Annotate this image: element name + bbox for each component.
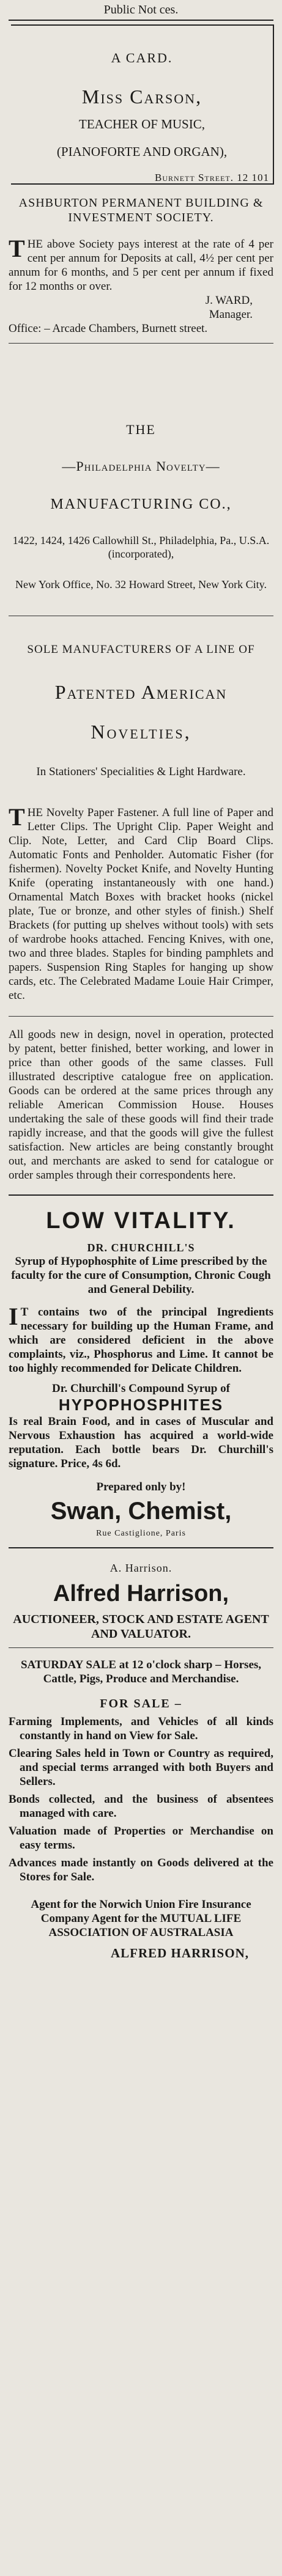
teacher-profession: TEACHER OF MUSIC, bbox=[79, 117, 205, 131]
insurance-agent: Agent for the Norwich Union Fire Insurance Company Agent for the MUTUAL LIFE ASSOCIATION OF AUSTRALASIA bbox=[31, 1898, 251, 1939]
goods-description: All goods new in design, novel in operation, protected by patent, better finished, better working, and lower in price than other goods of the same classes. Full illustrated descriptive catalogue free on application. Goods can be ordered at the same prices through any reliable American Commission House. Houses undertaking the sale of these goods will find their trade rapidly increase, and that the goods will give the fullest satisfaction. New articles are being constantly brought out, and merchants are asked to send for catalogue or order samples through their correspondents here. bbox=[9, 1028, 273, 1182]
divider bbox=[9, 343, 273, 344]
harrison-heading: A. Harrison. bbox=[109, 1562, 173, 1574]
card-heading: A CARD. bbox=[111, 50, 173, 65]
products-list: THE Novelty Paper Fastener. A full line of Paper and Letter Clips. The Upright Clip. Paper Weight and Clip. Note, Letter, and Card Clip Board Clips. Automatic Fonts and Penholder. Automatic Fisher (for fishermen). Novelty Pocket Knife, and Novelty Hunting Knife (operating instantaneously with one hand.) Ornamental Match Boxes with bracket hooks (nickel plate, Tue or bronze, and other styles of finish.) Shelf Brackets (for putting up shelves without tools) with sets of wardrobe hooks attached. Fencing Knives, with one, two and three blades. Staples for binding pamphlets and papers. Suspension Ring Staples for hanging up show cards, etc. The Celebrated Madame Louie Hair Crimper, etc. bbox=[9, 803, 273, 1002]
music-teacher-card bbox=[11, 24, 274, 185]
chemist-address: Rue Castiglione, Paris bbox=[96, 1529, 186, 1538]
list-item: Farming Implements, and Vehicles of all kinds constantly in hand on View for Sale. bbox=[9, 1715, 273, 1742]
list-item: Advances made instantly on Goods delivered at the Stores for Sale. bbox=[9, 1857, 273, 1883]
society-role: Manager. bbox=[209, 308, 253, 321]
list-item: Clearing Sales held in Town or Country as required, and special terms arranged with both Buyers and Sellers. bbox=[9, 1747, 273, 1788]
low-vitality-headline: LOW VITALITY. bbox=[46, 1208, 236, 1234]
society-body: THE above Society pays interest at the rate of 4 per cent per annum for Deposits at call, 4½ per cent per annum for 6 months, and 5 per cent per annum if fixed for 12 months or over. bbox=[9, 235, 273, 293]
divider bbox=[9, 1016, 273, 1017]
divider bbox=[9, 1547, 273, 1548]
patented-american: Patented American bbox=[54, 681, 228, 703]
low-vitality-ad bbox=[9, 1208, 273, 1539]
brain-food-body: Is real Brain Food, and in cases of Muscular and Nervous Exhaustion has acquired a world-wide reputation. Each bottle bears Dr. Churchill's signature. Price, 4s 6d. bbox=[9, 1415, 273, 1470]
teacher-name: Miss Carson, bbox=[81, 86, 202, 108]
company-type: MANUFACTURING CO., bbox=[50, 496, 232, 512]
chemist-name: Swan, Chemist, bbox=[50, 1498, 232, 1525]
syrup-body: IT contains two of the principal Ingredients necessary for building up the Human Frame, and which are considered deficient in the above complaints, viz., Phosphorus and Lime. It cannot be too highly recommended for Delicate Children. bbox=[9, 1303, 273, 1375]
teacher-address: Burnett Street. 12 101 bbox=[155, 172, 269, 183]
society-signature: J. WARD, bbox=[205, 294, 253, 307]
company-name: —Philadelphia Novelty— bbox=[62, 458, 220, 474]
sole-manufacturers: SOLE MANUFACTURERS OF A LINE OF bbox=[27, 643, 255, 656]
list-item: Valuation made of Properties or Merchandise on easy terms. bbox=[9, 1825, 273, 1852]
new-york-office: New York Office, No. 32 Howard Street, New York City. bbox=[15, 578, 267, 591]
society-title: ASHBURTON PERMANENT BUILDING & INVESTMENT SOCIETY. bbox=[18, 196, 264, 224]
harrison-name: Alfred Harrison, bbox=[53, 1581, 229, 1606]
divider bbox=[9, 1647, 273, 1648]
stationers-line: In Stationers' Specialities & Light Hardware. bbox=[36, 765, 246, 778]
hypophosphites-heading: HYPOPHOSPHITES bbox=[58, 1396, 224, 1414]
novelties-heading: Novelties, bbox=[91, 721, 191, 743]
harrison-signature: ALFRED HARRISON, bbox=[110, 1946, 249, 1960]
teacher-instruments: (PIANOFORTE AND ORGAN), bbox=[56, 144, 228, 159]
harrison-title: AUCTIONEER, STOCK AND ESTATE AGENT AND VALUATOR. bbox=[13, 1613, 269, 1641]
prepared-by: Prepared only by! bbox=[96, 1481, 186, 1493]
compound-syrup: Dr. Churchill's Compound Syrup of bbox=[52, 1382, 230, 1395]
saturday-sale: SATURDAY SALE at 12 o'clock sharp – Horses, Cattle, Pigs, Produce and Merchandise. bbox=[20, 1658, 262, 1685]
for-sale-heading: FOR SALE – bbox=[100, 1697, 182, 1710]
divider bbox=[9, 1194, 273, 1196]
company-address: 1422, 1424, 1426 Callowhill St., Philadelphia, Pa., U.S.A. (incorporated), bbox=[12, 534, 270, 560]
list-item: Bonds collected, and the business of absentees managed with care. bbox=[9, 1793, 273, 1820]
philadelphia-novelty-ad bbox=[9, 422, 273, 1182]
ad-the: THE bbox=[126, 422, 156, 437]
divider bbox=[9, 20, 273, 21]
ashburton-society-notice bbox=[9, 196, 273, 336]
society-office: Office: – Arcade Chambers, Burnett street. bbox=[9, 322, 208, 335]
syrup-description: Syrup of Hypophosphite of Lime prescribed by the faculty for the cure of Consumption, Chronic Cough and General Debility. bbox=[11, 1255, 271, 1296]
harrison-ad bbox=[9, 1562, 273, 1961]
doctor-name: DR. CHURCHILL'S bbox=[87, 1242, 195, 1254]
section-heading: Public Not ces. bbox=[103, 3, 179, 17]
